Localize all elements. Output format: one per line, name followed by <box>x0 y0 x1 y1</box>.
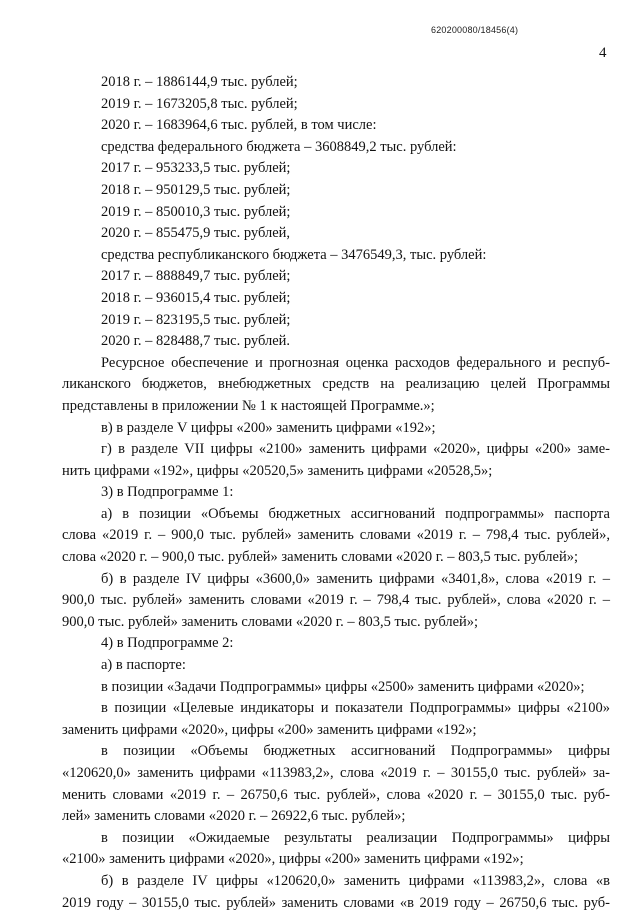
text-line: в позиции «Ожидаемые результаты реализации Подпрограммы» цифры <box>101 829 610 846</box>
text-line: 900,0 тыс. рублей» заменить словами «2019 г. – 798,4 тыс. рублей», слова «2020 г. – <box>62 592 610 609</box>
text-line: 2019 г. – 1673205,8 тыс. рублей; <box>101 95 298 112</box>
text-line: б) в разделе IV цифры «120620,0» заменить цифрами «113983,2», слова «в <box>101 872 610 889</box>
text-line: 2018 г. – 1886144,9 тыс. рублей; <box>101 74 298 90</box>
text-line: нить цифрами «192», цифры «20520,5» заменить цифрами «20528,5»; <box>62 462 493 479</box>
text-line: в позиции «Объемы бюджетных ассигнований Подпрограммы» цифры <box>101 743 610 760</box>
text-line: «2100» заменить цифрами «2020», цифры «200» заменить цифрами «192»; <box>62 851 524 868</box>
text-line: лей» заменить словами «2020 г. – 26922,6 тыс. рублей»; <box>62 808 406 825</box>
text-line: слова «2020 г. – 900,0 тыс. рублей» заменить словами «2020 г. – 803,5 тыс. рублей»; <box>62 549 579 566</box>
text-line: 3) в Подпрограмме 1: <box>101 484 234 501</box>
text-line: 2020 г. – 828488,7 тыс. рублей. <box>101 333 291 350</box>
text-line: а) в позиции «Объемы бюджетных ассигнований подпрограммы» паспорта <box>101 505 610 522</box>
text-line: средства республиканского бюджета – 3476549,3, тыс. рублей: <box>101 246 487 263</box>
text-line: «120620,0» заменить цифрами «113983,2», слова «2019 г. – 30155,0 тыс. рублей» за- <box>62 765 610 781</box>
text-line: 2017 г. – 953233,5 тыс. рублей; <box>101 160 291 177</box>
page-number: 4 <box>599 45 607 61</box>
text-line: Ресурсное обеспечение и прогнозная оценка расходов федерального и респуб- <box>101 354 610 371</box>
text-line: 2020 г. – 1683964,6 тыс. рублей, в том числе: <box>101 117 377 134</box>
text-line: средства федерального бюджета – 3608849,2 тыс. рублей: <box>101 138 457 155</box>
text-line: б) в разделе IV цифры «3600,0» заменить цифрами «3401,8», слова «2019 г. – <box>101 570 610 587</box>
text-line: 2020 г. – 855475,9 тыс. рублей, <box>101 225 291 242</box>
text-line: 2019 г. – 850010,3 тыс. рублей; <box>101 203 291 220</box>
text-line: 2017 г. – 888849,7 тыс. рублей; <box>101 268 291 285</box>
text-line: в) в разделе V цифры «200» заменить цифрами «192»; <box>101 419 436 436</box>
text-line: 900,0 тыс. рублей» заменить словами «2020 г. – 803,5 тыс. рублей»; <box>62 613 479 630</box>
text-line: г) в разделе VII цифры «2100» заменить цифрами «2020», цифры «200» заме- <box>101 441 610 458</box>
text-line: 2019 году – 30155,0 тыс. рублей» заменить словами «в 2019 году – 26750,6 тыс. руб- <box>62 894 610 911</box>
text-line: 2019 г. – 823195,5 тыс. рублей; <box>101 311 291 328</box>
text-line: а) в паспорте: <box>101 657 186 674</box>
document-body <box>62 72 610 914</box>
text-line: ликанского бюджетов, внебюджетных средств на реализацию целей Программы <box>62 376 610 393</box>
text-line: менить словами «2019 г. – 26750,6 тыс. рублей», слова «2020 г. – 30155,0 тыс. руб- <box>62 786 610 803</box>
text-line: 2018 г. – 950129,5 тыс. рублей; <box>101 181 291 198</box>
text-line: 2018 г. – 936015,4 тыс. рублей; <box>101 289 291 306</box>
text-line: представлены в приложении № 1 к настоящей Программе.»; <box>62 397 435 414</box>
text-line: слова «2019 г. – 900,0 тыс. рублей» заменить словами «2019 г. – 798,4 тыс. рублей», <box>62 527 610 544</box>
text-line: заменить цифрами «2020», цифры «200» заменить цифрами «192»; <box>62 721 477 738</box>
text-line: 4) в Подпрограмме 2: <box>101 635 234 652</box>
text-line: в позиции «Целевые индикаторы и показатели Подпрограммы» цифры «2100» <box>101 700 610 717</box>
text-line: в позиции «Задачи Подпрограммы» цифры «2500» заменить цифрами «2020»; <box>101 678 585 695</box>
document-id: 620200080/18456(4) <box>431 25 519 35</box>
